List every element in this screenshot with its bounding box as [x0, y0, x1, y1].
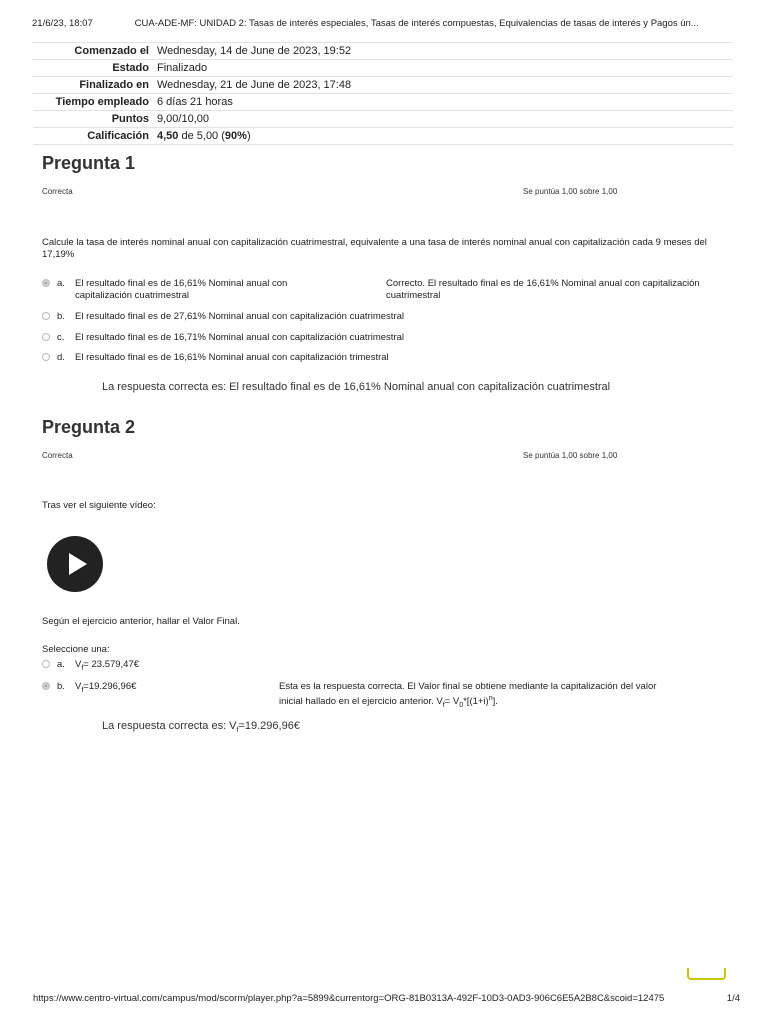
option-letter: b. — [57, 311, 65, 322]
question-1-state: Correcta — [42, 187, 73, 196]
question-1-option-c[interactable] — [42, 332, 542, 346]
table-row — [33, 128, 733, 145]
question-2-intro: Tras ver el siguiente vídeo: — [42, 500, 156, 511]
grade-end: ) — [246, 130, 251, 142]
question-2-option-b[interactable] — [42, 681, 262, 695]
feedback-text: ]. — [492, 696, 498, 708]
question-2-mark: Se puntúa 1,00 sobre 1,00 — [523, 451, 618, 460]
summary-label: Finalizado en — [33, 77, 153, 94]
radio-button[interactable] — [42, 353, 50, 361]
option-value: =19.296,96€ — [83, 681, 137, 692]
question-2-right-answer — [102, 720, 300, 734]
summary-label: Comenzado el — [33, 43, 153, 60]
feedback-text: *[(1+i) — [463, 696, 489, 708]
summary-label: Estado — [33, 60, 153, 77]
option-text — [75, 681, 136, 697]
feedback-text: inicial hallado en el ejercicio anterior. V — [279, 696, 443, 708]
summary-value: 9,00/10,00 — [153, 111, 733, 128]
radio-button[interactable] — [42, 279, 50, 287]
option-letter: d. — [57, 352, 65, 363]
feedback-line-1: Esta es la respuesta correcta. El Valor final se obtiene mediante la capitalización del valor — [279, 681, 657, 692]
right-answer-value: =19.296,96€ — [238, 720, 300, 732]
question-2-feedback — [279, 681, 729, 712]
page-corner-mark — [687, 968, 726, 980]
radio-button[interactable] — [42, 682, 50, 690]
option-prefix: V — [75, 681, 82, 692]
feedback-text: = V — [444, 696, 460, 708]
print-page-number: 1/4 — [726, 993, 740, 1004]
question-2-option-a[interactable] — [42, 659, 262, 673]
option-subscript: f — [81, 664, 84, 672]
option-text: El resultado final es de 16,61% Nominal anual con capitalización trimestral — [75, 352, 389, 363]
grade-mid: de 5,00 ( — [178, 130, 225, 142]
radio-button[interactable] — [42, 660, 50, 668]
question-2-title: Pregunta 2 — [42, 417, 136, 437]
question-1-text: Calcule la tasa de interés nominal anual con capitalización cuatrimestral, equivalente a una tasa de interés nominal anual con capitalización cada 9 meses del 17,19% — [42, 237, 707, 260]
radio-button[interactable] — [42, 333, 50, 341]
table-row — [33, 60, 733, 77]
right-answer-text: La respuesta correcta es: V — [102, 720, 237, 732]
table-row — [33, 43, 733, 60]
question-1-feedback: Correcto. El resultado final es de 16,61% Nominal anual con capitalización cuatrimestral — [386, 278, 700, 301]
radio-button[interactable] — [42, 312, 50, 320]
print-header — [32, 18, 744, 29]
option-text — [75, 659, 139, 675]
grade-value — [153, 128, 733, 145]
summary-value: 6 días 21 horas — [153, 94, 733, 111]
feedback-superscript: n — [488, 695, 493, 702]
question-1-title: Pregunta 1 — [42, 153, 136, 173]
question-2-state: Correcta — [42, 451, 73, 460]
print-url: https://www.centro-virtual.com/campus/mod/scorm/player.php?a=5899&currentorg=ORG-81B0313A-492F-10D3-0AD3-906C6E5A2B8C&scoid=12475 — [33, 993, 665, 1004]
question-1-option-b[interactable] — [42, 311, 542, 325]
option-letter: b. — [57, 681, 65, 692]
grade-label: Calificación — [33, 128, 153, 145]
option-value: = 23.579,47€ — [83, 659, 140, 670]
feedback-subscript: f — [442, 702, 445, 710]
right-answer-subscript: f — [236, 727, 239, 735]
option-text: El resultado final es de 16,71% Nominal anual con capitalización cuatrimestral — [75, 332, 404, 343]
summary-value: Wednesday, 21 de June de 2023, 17:48 — [153, 77, 733, 94]
table-row — [33, 77, 733, 94]
summary-label: Tiempo empleado — [33, 94, 153, 111]
print-title: CUA-ADE-MF: UNIDAD 2: Tasas de interés especiales, Tasas de interés compuestas, Equivalencias de tasas de interés y Pagos ún... — [134, 18, 699, 29]
print-datetime: 21/6/23, 18:07 — [32, 18, 93, 29]
option-letter: a. — [57, 659, 65, 670]
grade-percent: 90% — [224, 130, 247, 142]
attempt-summary-table — [33, 42, 733, 145]
option-letter: c. — [57, 332, 65, 343]
question-1-mark: Se puntúa 1,00 sobre 1,00 — [523, 187, 618, 196]
feedback-line-2 — [279, 693, 729, 712]
question-2-text: Según el ejercicio anterior, hallar el Valor Final. — [42, 616, 240, 627]
grade-score: 4,50 — [157, 130, 179, 142]
table-row — [33, 94, 733, 111]
option-subscript: f — [81, 686, 84, 694]
question-1-right-answer: La respuesta correcta es: El resultado final es de 16,61% Nominal anual con capitalización cuatrimestral — [102, 381, 611, 393]
summary-value: Finalizado — [153, 60, 733, 77]
summary-label: Puntos — [33, 111, 153, 128]
question-1-option-a[interactable] — [42, 278, 372, 304]
table-row — [33, 111, 733, 128]
option-letter: a. — [57, 278, 65, 289]
option-prefix: V — [75, 659, 82, 670]
question-1-option-d[interactable] — [42, 352, 542, 366]
option-text: El resultado final es de 16,61% Nominal anual con capitalización cuatrimestral — [75, 278, 288, 301]
feedback-subscript: 0 — [459, 702, 464, 710]
summary-value: Wednesday, 14 de June de 2023, 19:52 — [153, 43, 733, 60]
option-text: El resultado final es de 27,61% Nominal anual con capitalización cuatrimestral — [75, 311, 404, 322]
video-play-button[interactable] — [47, 536, 103, 592]
select-one-label: Seleccione una: — [42, 644, 110, 655]
print-footer — [33, 993, 740, 1004]
